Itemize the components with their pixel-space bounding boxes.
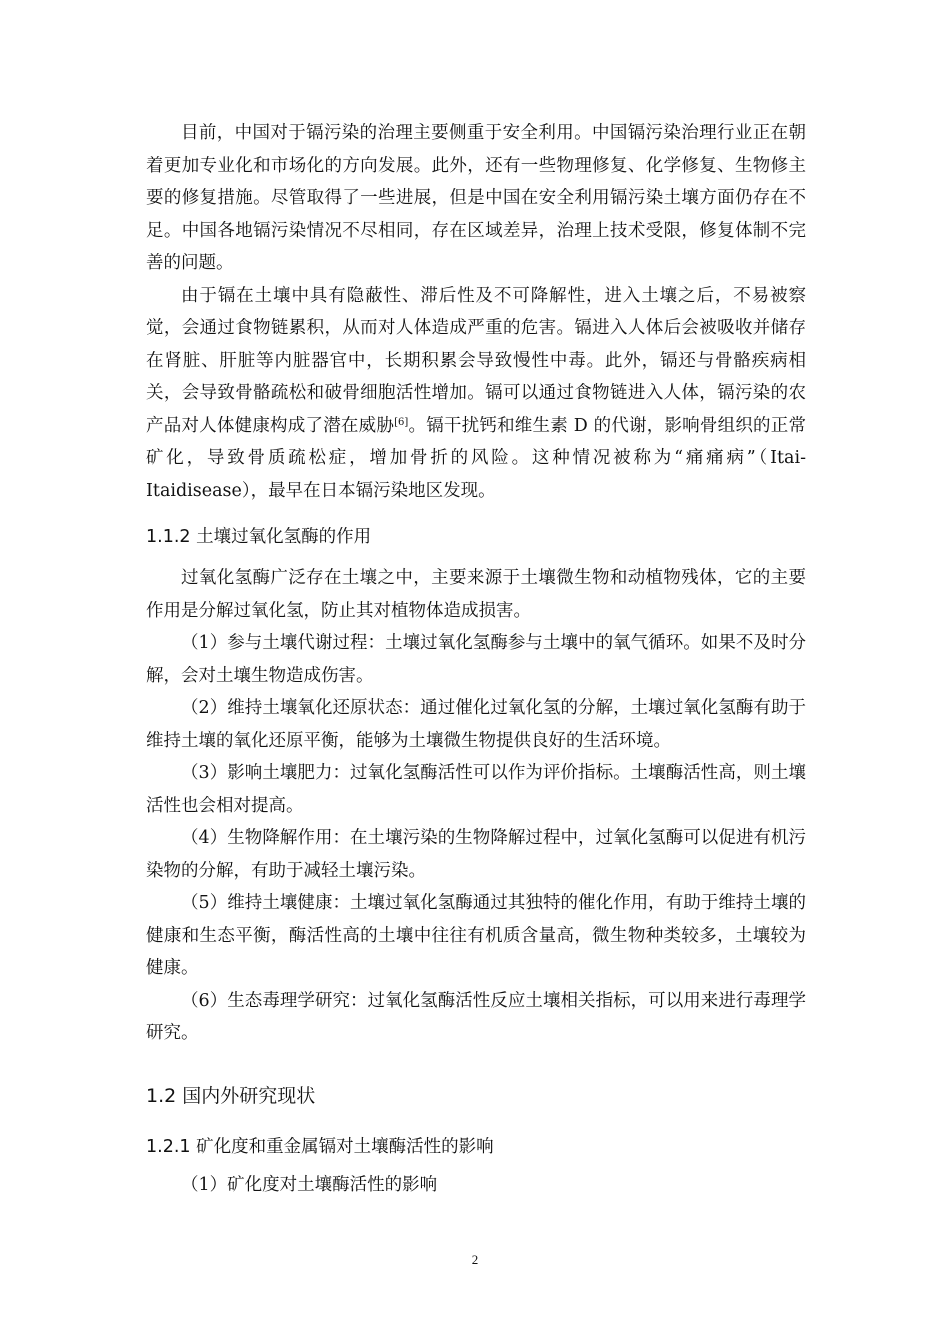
citation-reference: [6] [394, 416, 409, 428]
section-heading-1-2-1: 1.2.1 矿化度和重金属镉对土壤酶活性的影响 [146, 1137, 494, 1157]
paragraph: 过氧化氢酶广泛存在土壤之中，主要来源于土壤微生物和动植物残体，它的主要作用是分解过氧化氢，防止其对植物体造成损害。 [146, 568, 806, 621]
list-item: （6）生态毒理学研究：过氧化氢酶活性反应土壤相关指标，可以用来进行毒理学研究。 [146, 990, 806, 1043]
paragraph-block-3 [146, 1169, 806, 1202]
section-heading-1-1-2: 1.1.2 土壤过氧化氢酶的作用 [146, 527, 372, 547]
paragraph-block-2 [146, 562, 806, 1050]
list-item: （3）影响土壤肥力：过氧化氢酶活性可以作为评价指标。土壤酶活性高，则土壤活性也会相对提高。 [146, 763, 806, 816]
paragraph-block-1 [146, 117, 806, 507]
section-heading-1-2: 1.2 国内外研究现状 [146, 1085, 316, 1107]
list-item: （1）参与土壤代谢过程：土壤过氧化氢酶参与土壤中的氧气循环。如果不及时分解，会对土壤生物造成伤害。 [146, 633, 806, 686]
paragraph: 目前，中国对于镉污染的治理主要侧重于安全利用。中国镉污染治理行业正在朝着更加专业化和市场化的方向发展。此外，还有一些物理修复、化学修复、生物修主要的修复措施。尽管取得了一些进展，但是中国在安全利用镉污染土壤方面仍存在不足。中国各地镉污染情况不尽相同，存在区域差异，治理上技术受限，修复体制不完善的问题。 [146, 123, 806, 273]
list-item: （1）矿化度对土壤酶活性的影响 [181, 1175, 438, 1195]
paragraph-text: 由于镉在土壤中具有隐蔽性、滞后性及不可降解性，进入土壤之后，不易被察觉，会通过食物链累积，从而对人体造成严重的危害。镉进入人体后会被吸收并储存在肾脏、肝脏等内脏器官中，长期积累会导致慢性中毒。此外，镉还与骨骼疾病相关，会导致骨骼疏松和破骨细胞活性增加。镉可以通过食物链进入人体，镉污染的农产品对人体健康构成了潜在威胁 [146, 285, 806, 436]
paragraph-text: 。镉干扰钙和维生素 D 的代谢，影响骨组织的正常矿化，导致骨质疏松症，增加骨折的风险。这种情况被称为“痛痛病”（Itai-Itaidisease），最早在日本镉污染地区发现。 [146, 415, 807, 501]
list-item: （5）维持土壤健康：土壤过氧化氢酶通过其独特的催化作用，有助于维持土壤的健康和生态平衡，酶活性高的土壤中往往有机质含量高，微生物种类较多，土壤较为健康。 [146, 893, 806, 978]
paragraph [146, 280, 806, 508]
list-item: （4）生物降解作用：在土壤污染的生物降解过程中，过氧化氢酶可以促进有机污染物的分解，有助于减轻土壤污染。 [146, 828, 806, 881]
page-number: 2 [471, 1252, 479, 1267]
list-item: （2）维持土壤氧化还原状态：通过催化过氧化氢的分解，土壤过氧化氢酶有助于维持土壤的氧化还原平衡，能够为土壤微生物提供良好的生活环境。 [146, 698, 806, 751]
